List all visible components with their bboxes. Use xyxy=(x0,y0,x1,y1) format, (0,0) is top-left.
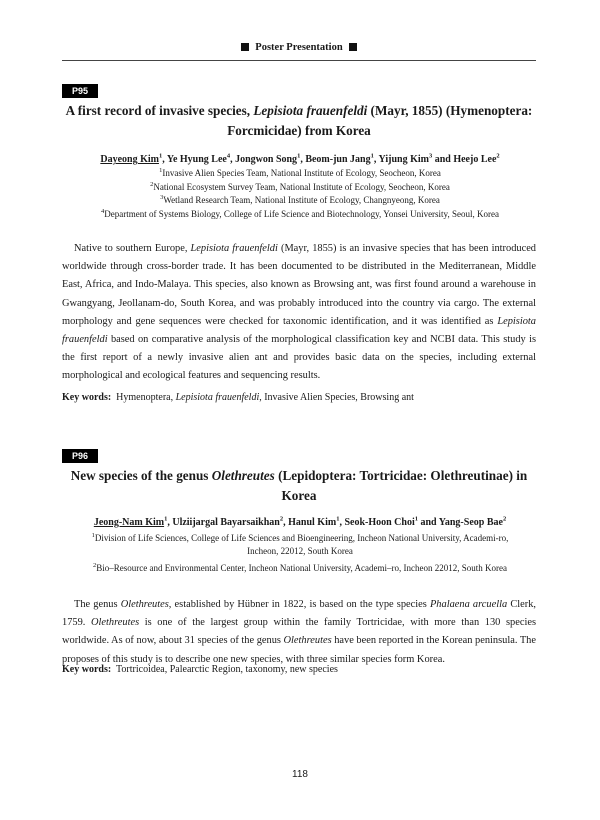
affiliation: $^3$Wetland Research Team, National Institute of Ecology, Changnyeong, Korea xyxy=(160,194,440,205)
author: Yijung Kim xyxy=(378,154,429,165)
presenting-author: Dayeong Kim xyxy=(100,154,159,165)
keywords: Key words: Hymenoptera, Lepisiota frauenfeldi, Invasive Alien Species, Browsing ant xyxy=(62,392,414,403)
page-number: 118 xyxy=(292,769,308,780)
abstract-code-badge: P95 xyxy=(62,84,98,98)
header-rule xyxy=(62,60,536,61)
square-bullet-icon xyxy=(349,43,357,51)
presenting-author: Jeong-Nam Kim xyxy=(93,517,165,528)
abstract-title: New species of the genus Olethreutes (Lepidoptera: Tortricidae: Olethreutinae) in Korea xyxy=(70,468,528,503)
author: Yang-Seop Bae xyxy=(438,517,503,528)
author: Ye Hyung Lee xyxy=(166,154,227,165)
author: Hanul Kim xyxy=(288,517,337,528)
keywords: Key words: Tortricoidea, Palearctic Region, taxonomy, new species xyxy=(62,664,338,675)
affiliation: $^1$Division of Life Sciences, College of Life Sciences and Bioengineering, Incheon National University, Academi-ro, xyxy=(91,532,509,543)
abstract-code-badge: P96 xyxy=(62,449,98,463)
abstract-title: A first record of invasive species, Lepisiota frauenfeldi (Mayr, 1855) (Hymenoptera: Forcmicidae) from Korea xyxy=(65,103,533,138)
author-list: Dayeong Kim$^1$, Ye Hyung Lee$^4$, Jongwon Song$^1$, Beom-jun Jang$^1$, Yijung Kim$^3$ and Heejo Lee$^2$ xyxy=(100,152,500,165)
affiliation: $^1$Invasive Alien Species Team, National Institute of Ecology, Seocheon, Korea xyxy=(159,167,441,178)
affiliation: $^4$Department of Systems Biology, College of Life Science and Biotechnology, Yonsei University, Seoul, Korea xyxy=(101,207,499,219)
square-bullet-icon xyxy=(241,43,249,51)
affiliation-list xyxy=(40,167,560,221)
affiliation-list xyxy=(40,532,560,575)
author: Heejo Lee xyxy=(453,154,497,165)
abstract-body: The genus Olethreutes, established by Hübner in 1822, is based on the type species Phalaena arcuella Clerk, 1759. Olethreutes is one of the largest group within the family Tortricidae, with more than 130 species worldwide. As of now, about 31 species of the genus Olethreutes have been reported in the Korean peninsula. The proposes of this study is to describe one new species, with three similar species form Korea. xyxy=(62,599,537,665)
abstract-body: Native to southern Europe, Lepisiota frauenfeldi (Mayr, 1855) is an invasive species that has been introduced worldwide through cross-border trade. It has been documented to be distributed in the Mediterranean, Middle East, Africa, and Indo-Malaya. This species, also known as Browsing ant, was first found around a warehouse in Gwangyang, Jeollanam-do, South Korea, and was probably introduced into the country via cargo. The external morphology and gene sequences were checked for taxonomic identification, and it was identified as Lepisiota frauenfeldi based on comparative analysis of the morphological classification key and NCBI data. This study is the first report of a newly invasive alien ant and provides basic data on the species, including external morphological and ecological features and sequencing results. xyxy=(62,243,537,382)
page-header xyxy=(62,42,536,53)
author: Jongwon Song xyxy=(235,154,298,165)
author: Ulziijargal Bayarsaikhan xyxy=(172,517,280,528)
author: Beom-jun Jang xyxy=(305,154,371,165)
affiliation: Incheon, 22012, South Korea xyxy=(247,546,353,556)
header-title: Poster Presentation xyxy=(255,42,343,53)
author: Seok-Hoon Choi xyxy=(344,517,415,528)
affiliation: $^2$Bio–Resource and Environmental Center, Incheon National University, Academi–ro, Incheon 22012, South Korea xyxy=(93,562,507,573)
author-list: Jeong-Nam Kim$^1$, Ulziijargal Bayarsaikhan$^2$, Hanul Kim$^1$, Seok-Hoon Choi$^1$ and Yang-Seop Bae$^2$ xyxy=(93,515,507,528)
affiliation: $^2$National Ecosystem Survey Team, National Institute of Ecology, Seocheon, Korea xyxy=(150,180,450,192)
